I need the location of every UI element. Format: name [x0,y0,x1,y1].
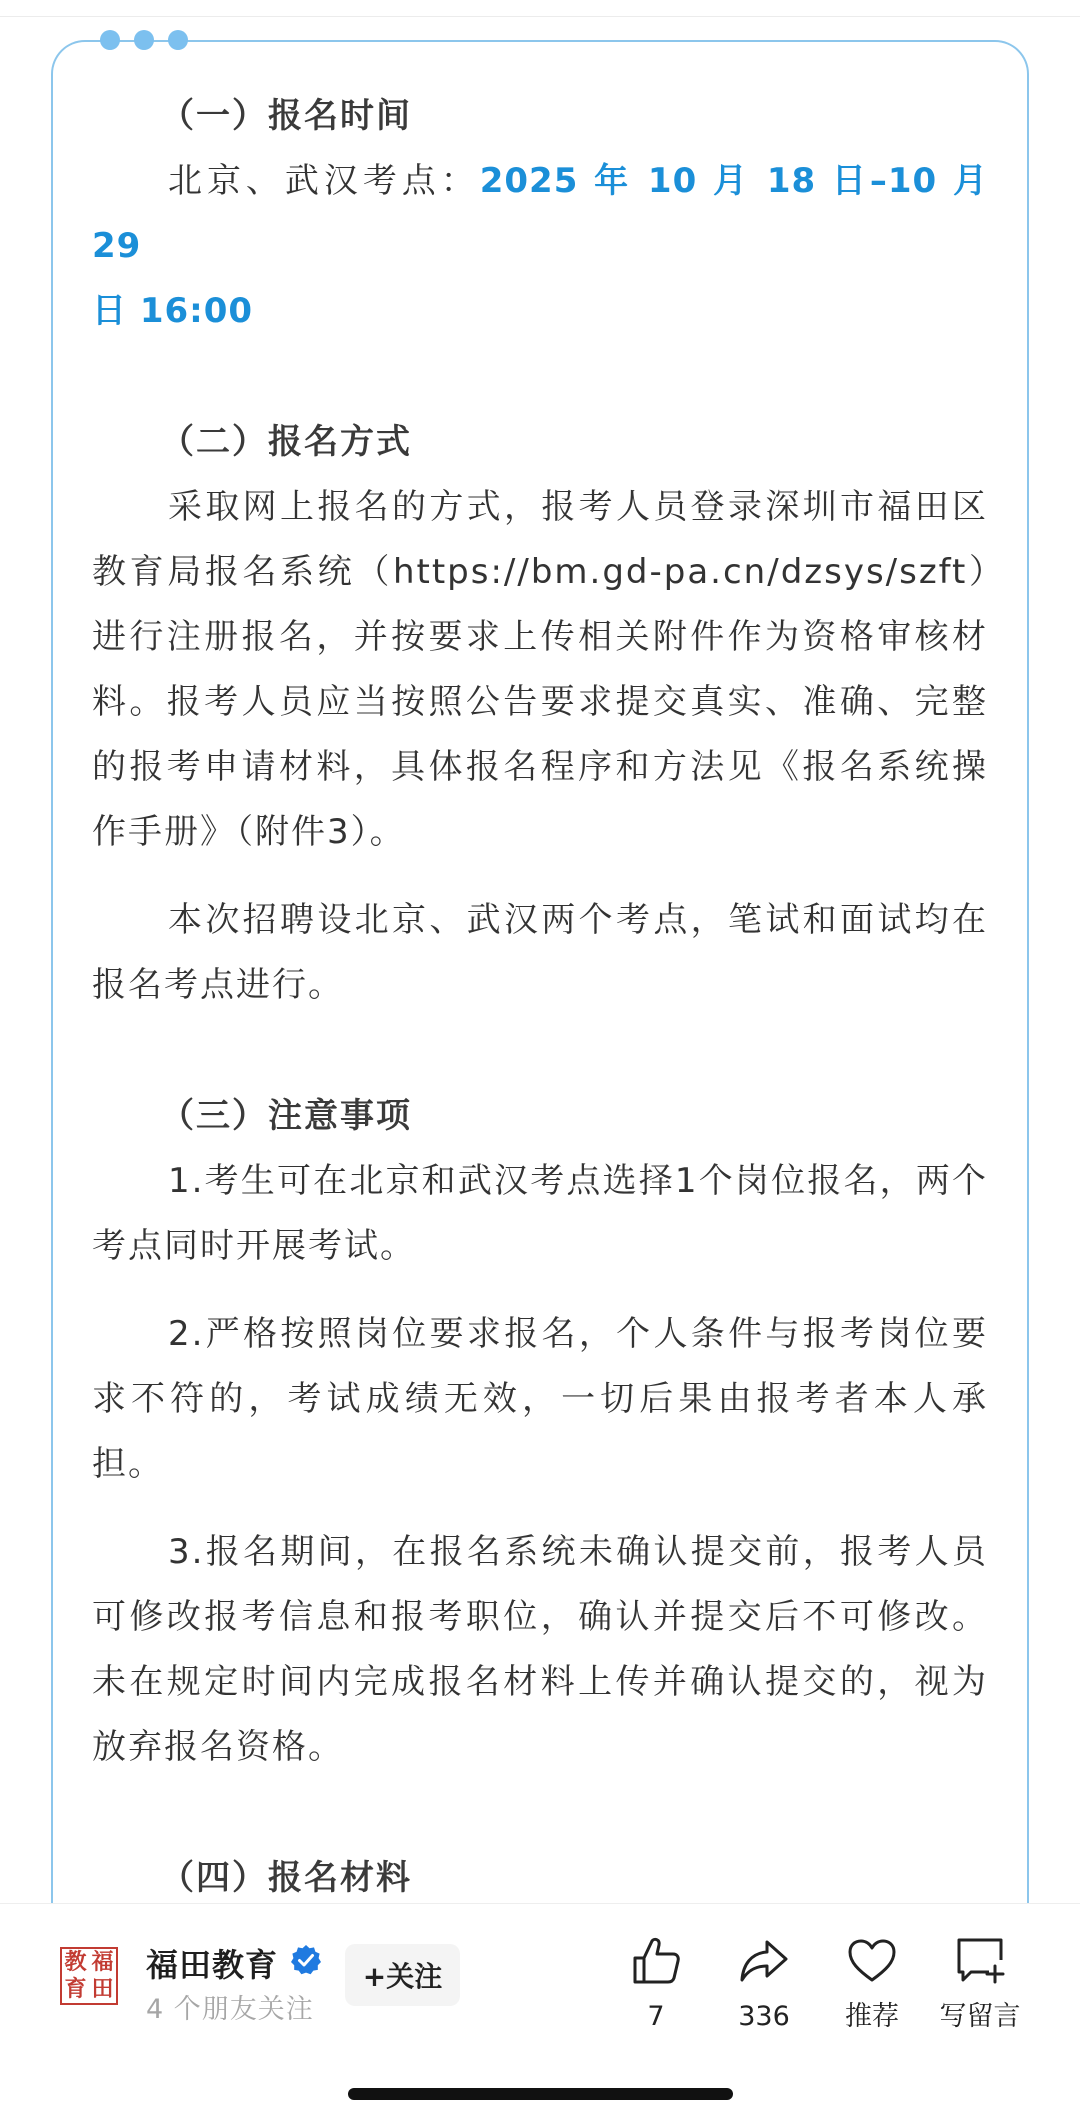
comment-add-icon [953,1934,1007,1988]
registration-system-link[interactable]: https://bm.gd-pa.cn/dzsys/szft [392,552,968,592]
article-content [92,70,988,1911]
section-heading-materials: （四）报名材料 [160,1858,412,1898]
section-heading-notes: （三）注意事项 [160,1096,412,1136]
verified-badge-icon [290,1944,322,1976]
top-divider [0,16,1080,17]
registration-date-part2: 日 16:00 [92,291,254,331]
registration-method-text-after: ）进行注册报名，并按要求上传相关附件作为资格审核材料。报考人员应当按照公告要求提交真实、准确、完整的报考申请材料，具体报名程序和方法见《报名系统操作手册》（附件3）。 [92,552,989,852]
recommend-label: 推荐 [845,2001,899,2032]
decoration-dot [134,30,154,50]
decoration-dot [100,30,120,50]
recommend-action[interactable] [817,1934,927,2034]
section-heading-registration-method: （二）报名方式 [160,422,412,462]
comment-action[interactable] [925,1934,1035,2034]
notes-item-3: 3.报名期间，在报名系统未确认提交前，报考人员可修改报考信息和报考职位，确认并提交后不可修改。未在规定时间内完成报名材料上传并确认提交的，视为放弃报名资格。 [92,1532,988,1767]
share-action[interactable] [709,1934,819,2034]
registration-method-paragraph [92,475,988,865]
home-indicator[interactable] [348,2088,733,2100]
account-logo[interactable] [60,1947,118,2005]
share-icon [737,1934,791,1988]
section-heading-registration-time: （一）报名时间 [160,96,412,136]
registration-time-lead: 北京、武汉考点： [168,161,480,201]
follow-button[interactable]: +关注 [345,1944,460,2006]
logo-char: 福 [91,1949,114,1975]
notes-item-2: 2.严格按照岗位要求报名，个人条件与报考岗位要求不符的，考试成绩无效，一切后果由报考者本人承担。 [92,1314,988,1484]
thumbs-up-icon [629,1934,683,1988]
registration-method-text-before: 采取网上报名的方式，报考人员登录深圳市福田区教育局报名系统（ [92,487,988,592]
exam-sites-paragraph: 本次招聘设北京、武汉两个考点，笔试和面试均在报名考点进行。 [92,900,988,1005]
logo-char: 田 [91,1976,114,2002]
notes-item-1: 1.考生可在北京和武汉考点选择1个岗位报名，两个考点同时开展考试。 [92,1161,988,1266]
comment-label: 写留言 [939,2001,1021,2032]
registration-time-paragraph [92,149,988,344]
like-action[interactable] [601,1934,711,2034]
card-decoration-dots [100,30,188,52]
logo-char: 育 [64,1976,87,2002]
logo-char: 教 [64,1949,87,1975]
registration-date-part1: 2025 年 10 月 18 日–10 月 29 [92,161,989,266]
account-name[interactable]: 福田教育 [146,1946,279,1984]
friends-following-count: 4 个朋友关注 [146,1994,314,2025]
share-count: 336 [738,2001,790,2032]
decoration-dot [168,30,188,50]
heart-icon [845,1934,899,1988]
like-count: 7 [647,2001,665,2032]
